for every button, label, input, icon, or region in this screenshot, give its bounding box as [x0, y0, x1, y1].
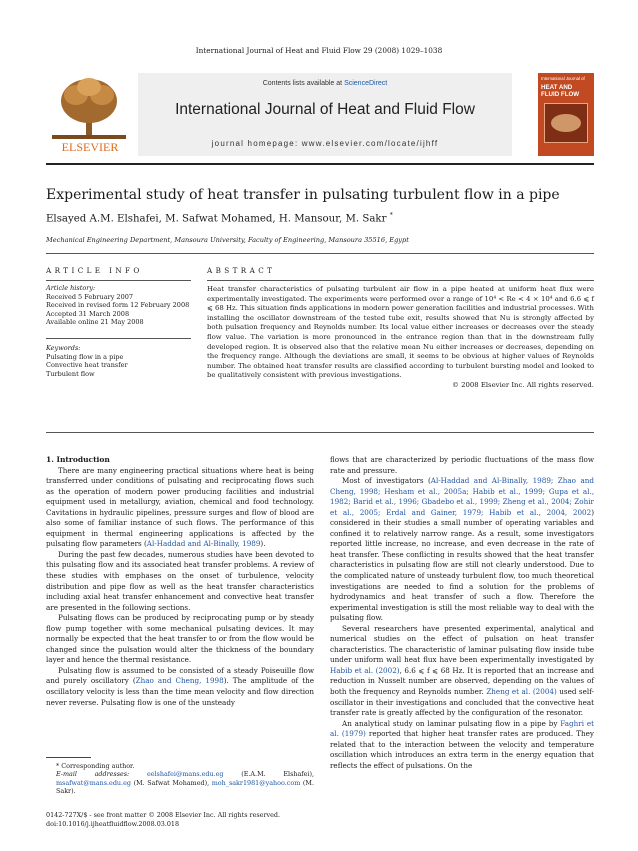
citation-link[interactable]: Al-Haddad and Al-Binally, 1989: [146, 539, 261, 549]
authors-text: Elsayed A.M. Elshafei, M. Safwat Mohamed, H. Mansour, M. Sakr: [46, 213, 387, 225]
footnote-rule: [46, 757, 91, 758]
left-column: [46, 455, 314, 708]
citation-link[interactable]: moh_sakr1981@yahoo.com: [211, 778, 301, 787]
paragraph: [46, 613, 314, 666]
email-label: E-mail addresses:: [56, 770, 130, 779]
issn-line: 0142-727X/$ - see front matter © 2008 Elsevier Inc. All rights reserved.: [46, 811, 281, 819]
right-column: [330, 455, 594, 771]
citation-link[interactable]: Zheng et al. (2004): [486, 687, 557, 697]
abstract-heading: ABSTRACT: [207, 266, 276, 275]
journal-cover-thumbnail: [538, 73, 594, 156]
running-header: International Journal of Heat and Fluid Flow 29 (2008) 1029–1038: [195, 46, 443, 55]
contents-line: [138, 80, 512, 87]
citation-link[interactable]: Al-Haddad and Al-Binally, 1989; Zhao and Cheng, 1998; Hesham et al., 2005a; Habib et al., 1999; Gupa et al., 1982; Barid et al., 1996; Gbadebo et al., 1999; Zheng et al., 2004; Zohir et al., 2005; Erdal and Gainer, 1979; Habib et al., 2004, 2002: [330, 476, 594, 517]
elsevier-logo: [46, 73, 136, 156]
history-label: Article history:: [46, 284, 96, 292]
paragraph: [330, 719, 594, 772]
paragraph-text: (M. Safwat Mohamed),: [130, 778, 212, 787]
section-heading: 1. Introduction: [46, 455, 110, 464]
footnote: [46, 762, 314, 796]
paragraph-text: An analytical study on laminar pulsating flow in a pipe by: [342, 718, 561, 728]
elsevier-tree-icon: [46, 73, 136, 156]
affiliation: Mechanical Engineering Department, Mansoura University, Faculty of Engineering, Mansoura 35516, Egypt: [46, 236, 409, 244]
keyword: Turbulent flow: [46, 369, 95, 378]
elsevier-wordmark: ELSEVIER: [61, 140, 119, 154]
paragraph-text: reported that higher heat transfer rates are produced. They related that to the interaction between the velocity and temperature oscillation which introduces an extra term in the energy equation that reflects the effect of pulsations. On the: [330, 729, 594, 770]
doi-line[interactable]: doi:10.1016/j.ijheatfluidflow.2008.03.018: [46, 819, 180, 828]
paragraph-text: There are many engineering practical situations where heat is being transferred under conditions of pulsating and reciprocating flows such as the operation of modern power producing facilities and industrial equipment used in metallurgy, aviation, chemical and food technology. Cavitations in hydraulic pipelines, pressure surges and flow of blood are also some of familiar instance of such flows. The performance of this equipment in thermal engineering applications is affected by the pulsating flow parameters (: [46, 465, 314, 549]
paragraph-text: ). The amplitude of the oscillatory velocity is less than the time mean velocity and flow direction never reverse. Pulsating flow is one of the unsteady: [46, 676, 315, 707]
paragraph: [46, 666, 314, 708]
paragraph-text: Pulsating flow is assumed to be consisted of a steady Poiseuille flow and purely oscillatory (: [46, 665, 314, 686]
abstract-bottom-rule: [46, 432, 594, 433]
corresponding-author-mark[interactable]: *: [389, 212, 393, 219]
article-info-rule: [46, 280, 191, 281]
paragraph: [330, 476, 594, 624]
paragraph-text: flows that are characterized by periodic fluctuations of the mass flow rate and pressure.: [330, 455, 594, 475]
abstract-text: Heat transfer characteristics of pulsating turbulent air flow in a pipe heated at uniform heat flux were experimentally investigated. The experiments were performed over a range of 10⁴ < Re < 4 × 10⁴ and 6.6 ⩽ f ⩽ 68 Hz. This situation finds applications in modern power generation facilities and industrial processes. With installing the oscillator downstream of the tested tube exit, results showed that Nu is strongly affected by both pulsation frequency and Reynolds number. Its local value either increases or decreases over the steady flow value. The variation is more pronounced in the entrance region than that in the downstream fully developed region. It is observed also that the relative mean Nu either increases or decreases, depending on the frequency range. Although the deviations are small, it seems to be obvious at higher values of Reynolds number. The obtained heat transfer results are classified according to turbulent bursting model and looked to be qualitatively consistent with previous investigations.: [207, 285, 594, 380]
article-history: [46, 284, 196, 327]
keyword: Convective heat transfer: [46, 361, 128, 370]
paragraph-text: used self-oscillator in their investigations and concluded that the convective heat transfer rate is greatly affected by the configuration of the resonator.: [330, 687, 594, 718]
citation-link[interactable]: Faghri et al. (1979): [330, 718, 594, 739]
header-rule: [46, 163, 594, 165]
footnote-mark: *: [56, 762, 60, 770]
footnote-emails: [46, 770, 314, 795]
author-list: [46, 212, 594, 224]
paragraph: [330, 624, 594, 719]
paragraph-text: ) considered in their studies a small number of operating variables and confined it to relatively narrow range. As a result, some investigators reported little increase, no increase, and even decrease in the rate of heat transfer. These conflicting in results showed that the heat transfer characteristics in pulsating flow are still not clearly understood. Due to the complicated nature of unsteady turbulent flow, too much theoretical investigations are needed to find a solution for the problems of hydrodynamics and heat transfer of such a flow. Therefore the experimental investigation is still the most reliable way to deal with the pulsating flow.: [330, 507, 594, 623]
history-item: Available online 21 May 2008: [46, 318, 144, 327]
paragraph-text: (E.A.M. Elshafei),: [223, 770, 314, 779]
right-paragraphs: [330, 455, 594, 771]
citation-link[interactable]: eelshafei@mans.edu.eg: [146, 770, 224, 779]
article-title: Experimental study of heat transfer in pulsating turbulent flow in a pipe: [46, 187, 560, 203]
history-item: Accepted 31 March 2008: [46, 309, 130, 318]
footnote-label: Corresponding author.: [61, 762, 135, 770]
citation-link[interactable]: msafwat@mans.edu.eg: [56, 778, 131, 787]
article-info-heading: ARTICLE INFO: [46, 266, 143, 275]
footnote-corresponding: [46, 762, 314, 770]
journal-homepage[interactable]: journal homepage: www.elsevier.com/locate/ijhff: [211, 139, 439, 148]
abstract-rule: [207, 280, 594, 281]
citation-link[interactable]: Habib et al. (2002): [330, 665, 400, 675]
sciencedirect-link[interactable]: ScienceDirect: [344, 80, 388, 87]
cover-line-1: International Journal of: [541, 76, 585, 81]
abstract-copyright: © 2008 Elsevier Inc. All rights reserved.: [452, 380, 594, 389]
keywords-label: Keywords:: [46, 344, 81, 352]
cover-line-2: HEAT AND FLUID FLOW: [541, 84, 580, 98]
paragraph-text: , 6.6 ⩽ f ⩽ 68 Hz. It is reported that an increase and reduction in Nusselt number are observed, depending on the values of both the frequency and Reynolds number.: [330, 665, 595, 697]
left-paragraphs: [46, 466, 314, 709]
keywords-block: [46, 344, 196, 378]
history-item: Received in revised form 12 February 2008: [46, 301, 190, 310]
journal-title: International Journal of Heat and Fluid Flow: [175, 101, 475, 118]
contents-prefix: Contents lists available at: [262, 80, 345, 87]
paragraph: [46, 466, 314, 550]
paragraph-text: Pulsating flows can be produced by reciprocating pump or by steady flow pump together with some mechanical pulsating devices. It may normally be expected that the heat transfer to or from the flow would be changed since the pulsation would alter the thickness of the boundary layer and hence the thermal resistance.: [46, 613, 314, 665]
paragraph: [46, 550, 314, 613]
paragraph-text: ).: [260, 539, 266, 549]
paragraph: [330, 455, 594, 476]
abstract-body: [207, 285, 594, 391]
title-rule: [46, 253, 594, 254]
keyword: Pulsating flow in a pipe: [46, 352, 124, 361]
paragraph-text: Several researchers have presented experimental, analytical and numerical studies on the effect of pulsation on heat transfer characteristics. The characteristic of laminar pulsating flow inside tube under uniform wall heat flux have been experimentally investigated by: [330, 623, 594, 665]
paragraph-text: Most of investigators (: [342, 476, 431, 486]
keywords-rule: [46, 338, 191, 339]
front-matter-info: [46, 811, 446, 828]
paragraph-text: During the past few decades, numerous studies have been devoted to this pulsating flow and its associated heat transfer problems. A review of these studies with emphases on the onset of turbulence, velocity distribution and pipe flow as well as the heat transfer characteristics including axial heat transfer enhancement and convective heat transfer are presented in the following sections.: [46, 549, 314, 612]
paragraph-text: (M. Sakr).: [56, 778, 314, 796]
cover-image: [544, 103, 588, 143]
citation-link[interactable]: Zhao and Cheng, 1998: [135, 676, 224, 686]
history-item: Received 5 February 2007: [46, 292, 133, 301]
